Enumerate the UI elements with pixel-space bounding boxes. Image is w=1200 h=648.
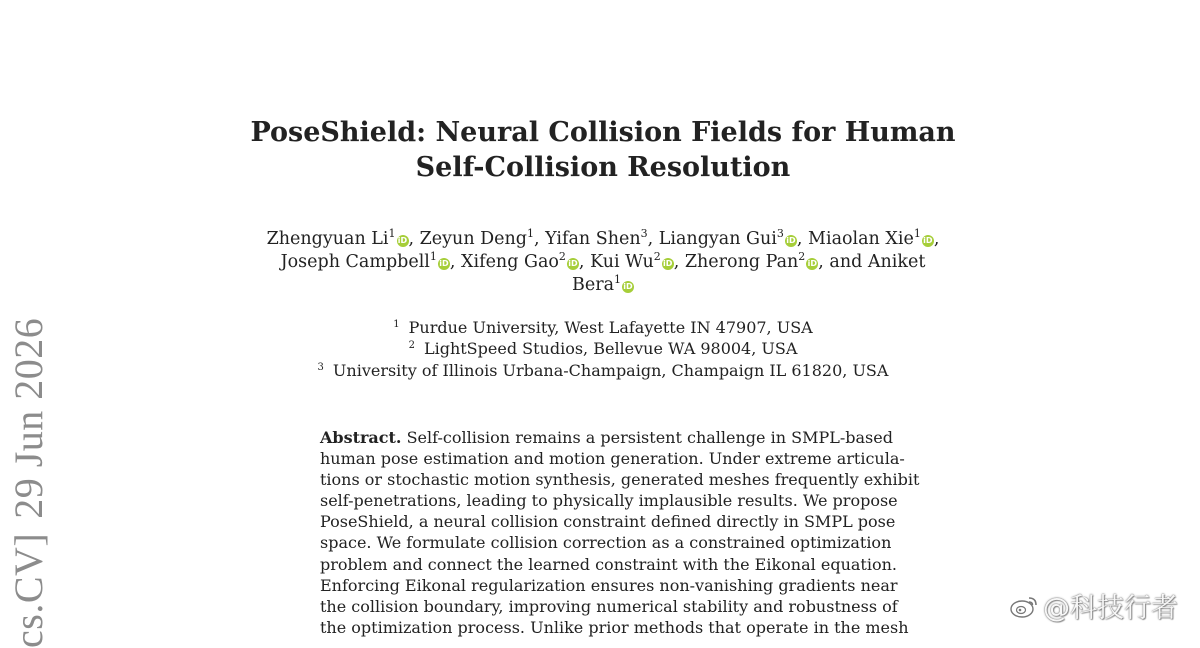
- author-name: Joseph Campbell: [280, 252, 430, 272]
- author-separator: ,: [534, 229, 546, 249]
- abstract-line: tions or stochastic motion synthesis, generated meshes frequently exhibit: [320, 470, 920, 490]
- author-affiliation-mark: 2: [558, 250, 566, 264]
- abstract: [320, 427, 920, 638]
- abstract-line: Abstract. Self-collision remains a persistent challenge in SMPL-based: [320, 428, 893, 447]
- abstract-line: the optimization process. Unlike prior methods that operate in the mesh: [320, 617, 909, 637]
- orcid-icon[interactable]: iD: [623, 282, 633, 291]
- affiliation-1: $^1$ Purdue University, West Lafayette IN 47907, USA: [393, 318, 813, 337]
- abstract-line: Enforcing Eikonal regularization ensures non-vanishing gradients near: [320, 575, 898, 595]
- author-affiliation-mark: 1: [388, 227, 396, 241]
- watermark: [1009, 586, 1178, 625]
- author-name: Liangyan Gui: [658, 229, 777, 249]
- affiliation-3: $^3$ University of Illinois Urbana-Champaign, Champaign IL 61820, USA: [317, 361, 889, 380]
- author-affiliation-mark: 1: [527, 227, 535, 241]
- author-name: Bera: [571, 275, 614, 295]
- author-affiliation-mark: 1: [614, 273, 621, 287]
- paper-title-line-1: PoseShield: Neural Collision Fields for Human: [250, 117, 956, 148]
- abstract-line: self-penetrations, leading to physically implausible results. We propose: [320, 491, 898, 511]
- author-separator: ,: [647, 229, 659, 249]
- arxiv-side-stamp: [5, 304, 52, 648]
- author-separator: ,: [449, 252, 462, 272]
- author-name: Zhengyuan Li: [266, 229, 389, 249]
- orcid-icon[interactable]: iD: [807, 259, 817, 268]
- orcid-icon[interactable]: iD: [568, 259, 578, 268]
- author-affiliation-mark: 2: [798, 250, 806, 264]
- abstract-line: problem and connect the learned constraint with the Eikonal equation.: [320, 554, 897, 574]
- author-affiliation-mark: 1: [429, 250, 437, 264]
- orcid-icon[interactable]: iD: [923, 236, 933, 245]
- orcid-icon[interactable]: iD: [397, 236, 408, 245]
- orcid-icon[interactable]: iD: [786, 236, 796, 245]
- author-separator: , and Aniket: [818, 252, 926, 272]
- arxiv-category: cs.CV]: [6, 532, 51, 648]
- authors-line-1: [200, 228, 1006, 251]
- author-affiliation-mark: 3: [640, 227, 648, 241]
- author-affiliation-mark: 3: [776, 227, 784, 241]
- abstract-line: the collision boundary, improving numerical stability and robustness of: [320, 596, 898, 616]
- paper-title-line-2: Self-Collision Resolution: [415, 152, 791, 183]
- author-name: Xifeng Gao: [461, 252, 559, 272]
- orcid-icon[interactable]: iD: [663, 259, 673, 268]
- author-name: Miaolan Xie: [808, 229, 914, 249]
- author-separator: ,: [796, 229, 809, 249]
- author-affiliation-mark: 2: [653, 250, 661, 264]
- abstract-line: space. We formulate collision correction as a constrained optimization: [320, 533, 892, 553]
- orcid-icon[interactable]: iD: [439, 259, 449, 268]
- abstract-line: human pose estimation and motion generation. Under extreme articula-: [320, 449, 905, 469]
- authors-line-2: [200, 251, 1006, 274]
- weibo-logo-icon: [1009, 593, 1039, 619]
- author-name: Yifan Shen: [545, 229, 641, 249]
- author-separator: ,: [578, 252, 591, 272]
- author-name: Kui Wu: [590, 252, 654, 272]
- watermark-text: @科技行者: [1043, 593, 1178, 624]
- affiliation-2: $^2$ LightSpeed Studios, Bellevue WA 98004, USA: [408, 339, 798, 358]
- author-affiliation-mark: 1: [913, 227, 921, 241]
- authors-line-3: [200, 274, 1006, 297]
- author-name: Zherong Pan: [684, 252, 799, 272]
- author-name: Zeyun Deng: [419, 229, 528, 249]
- abstract-line: PoseShield, a neural collision constraint defined directly in SMPL pose: [320, 512, 896, 532]
- arxiv-date: 29 Jun 2026: [6, 317, 51, 519]
- author-separator: ,: [408, 229, 420, 249]
- author-separator: ,: [933, 229, 940, 249]
- author-separator: ,: [673, 252, 685, 272]
- abstract-label: Abstract.: [320, 428, 402, 447]
